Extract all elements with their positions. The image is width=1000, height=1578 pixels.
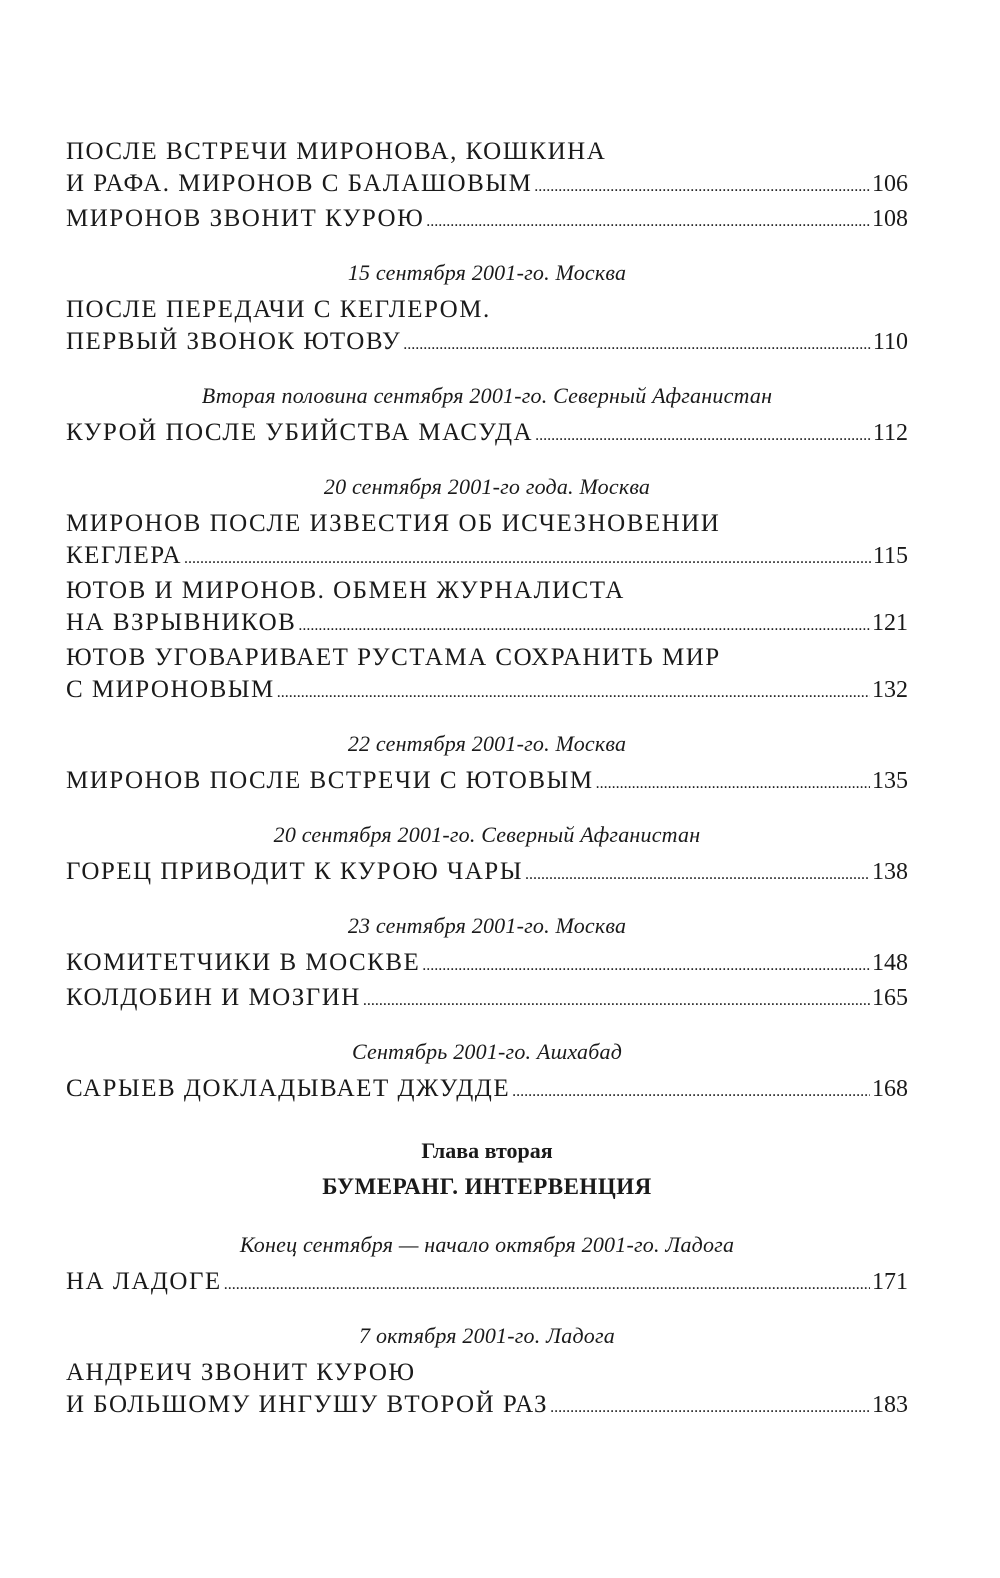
toc-entry[interactable] [66,508,908,575]
dot-leader [535,420,871,452]
toc-entry-title: КОМИТЕТЧИКИ В МОСКВЕ [66,949,421,976]
toc-entry[interactable] [66,417,908,452]
toc-entry-title: С МИРОНОВЫМ [66,676,275,703]
toc-entry-title: АНДРЕИЧ ЗВОНИТ КУРОЮ [66,1359,416,1386]
toc-entry[interactable] [66,1357,908,1424]
toc-entry-title: ПОСЛЕ ПЕРЕДАЧИ С КЕГЛЕРОМ. [66,296,491,323]
dot-leader [224,1269,870,1301]
toc-entry-title: КУРОЙ ПОСЛЕ УБИЙСТВА МАСУДА [66,419,534,446]
toc-entry-title: ГОРЕЦ ПРИВОДИТ К КУРОЮ ЧАРЫ [66,858,524,885]
toc-entry-title: КОЛДОБИН И МОЗГИН [66,984,361,1011]
toc-entry[interactable] [66,642,908,709]
page-number: 171 [872,1269,908,1295]
page-number: 138 [872,859,908,885]
toc-entry[interactable] [66,136,908,203]
page-number: 110 [872,329,908,355]
section-date: Конец сентября — начало октября 2001-го. Ладога [239,1232,735,1257]
section-date: Сентябрь 2001-го. Ашхабад [351,1039,623,1064]
page-number: 112 [872,420,908,446]
section-date: 20 сентября 2001-го. Северный Афганистан [273,822,701,847]
toc-entry-title: ПОСЛЕ ВСТРЕЧИ МИРОНОВА, КОШКИНА [66,138,607,165]
page-number: 183 [872,1392,908,1418]
toc-entry-title: САРЫЕВ ДОКЛАДЫВАЕТ ДЖУДДЕ [66,1075,511,1102]
toc-entry[interactable] [66,947,908,982]
chapter-title: БУМЕРАНГ. ИНТЕРВЕНЦИЯ [322,1174,652,1199]
section-date: 7 октября 2001-го. Ладога [359,1323,615,1348]
toc-entry-title: МИРОНОВ ПОСЛЕ ИЗВЕСТИЯ ОБ ИСЧЕЗНОВЕНИИ [66,510,721,537]
toc-entry[interactable] [66,856,908,891]
page-number: 115 [872,543,908,569]
page-number: 108 [872,206,908,232]
toc-entry-title: ЮТОВ УГОВАРИВАЕТ РУСТАМА СОХРАНИТЬ МИР [66,644,721,671]
section-date: 15 сентября 2001-го. Москва [347,260,627,285]
toc-entry[interactable] [66,1266,908,1301]
page-number: 168 [872,1076,908,1102]
toc-entry[interactable] [66,765,908,800]
toc-entry-title: МИРОНОВ ПОСЛЕ ВСТРЕЧИ С ЮТОВЫМ [66,767,594,794]
toc-entry[interactable] [66,575,908,642]
toc-page [66,136,908,1424]
dot-leader [403,329,871,361]
toc-entry-title: ЮТОВ И МИРОНОВ. ОБМЕН ЖУРНАЛИСТА [66,577,625,604]
section-date: 20 сентября 2001-го года. Москва [323,474,651,499]
toc-entry-title: И РАФА. МИРОНОВ С БАЛАШОВЫМ [66,170,533,197]
chapter-label: Глава вторая [421,1138,553,1163]
dot-leader [298,610,870,642]
dot-leader [550,1392,870,1424]
page-number: 135 [872,768,908,794]
dot-leader [426,206,870,238]
toc-entry-title: ПЕРВЫЙ ЗВОНОК ЮТОВУ [66,328,402,355]
page-number: 148 [872,950,908,976]
dot-leader [277,677,870,709]
dot-leader [184,543,871,575]
dot-leader [596,768,870,800]
section-date: Вторая половина сентября 2001-го. Северный Афганистан [201,383,773,408]
page-number: 165 [872,985,908,1011]
page-number: 106 [872,171,908,197]
toc-entry[interactable] [66,203,908,238]
toc-entry[interactable] [66,1073,908,1108]
toc-entry-title: И БОЛЬШОМУ ИНГУШУ ВТОРОЙ РАЗ [66,1391,549,1418]
section-date: 22 сентября 2001-го. Москва [347,731,627,756]
toc-entry-title: КЕГЛЕРА [66,542,183,569]
page-number: 132 [872,677,908,703]
dot-leader [422,950,870,982]
dot-leader [534,171,870,203]
toc-entry-title: НА ЛАДОГЕ [66,1268,222,1295]
page-number: 121 [872,610,908,636]
toc-entry[interactable] [66,982,908,1017]
toc-entry-title: МИРОНОВ ЗВОНИТ КУРОЮ [66,205,425,232]
section-date: 23 сентября 2001-го. Москва [347,913,627,938]
dot-leader [512,1076,870,1108]
toc-entry[interactable] [66,294,908,361]
dot-leader [525,859,870,891]
toc-entry-title: НА ВЗРЫВНИКОВ [66,609,297,636]
dot-leader [363,985,870,1017]
